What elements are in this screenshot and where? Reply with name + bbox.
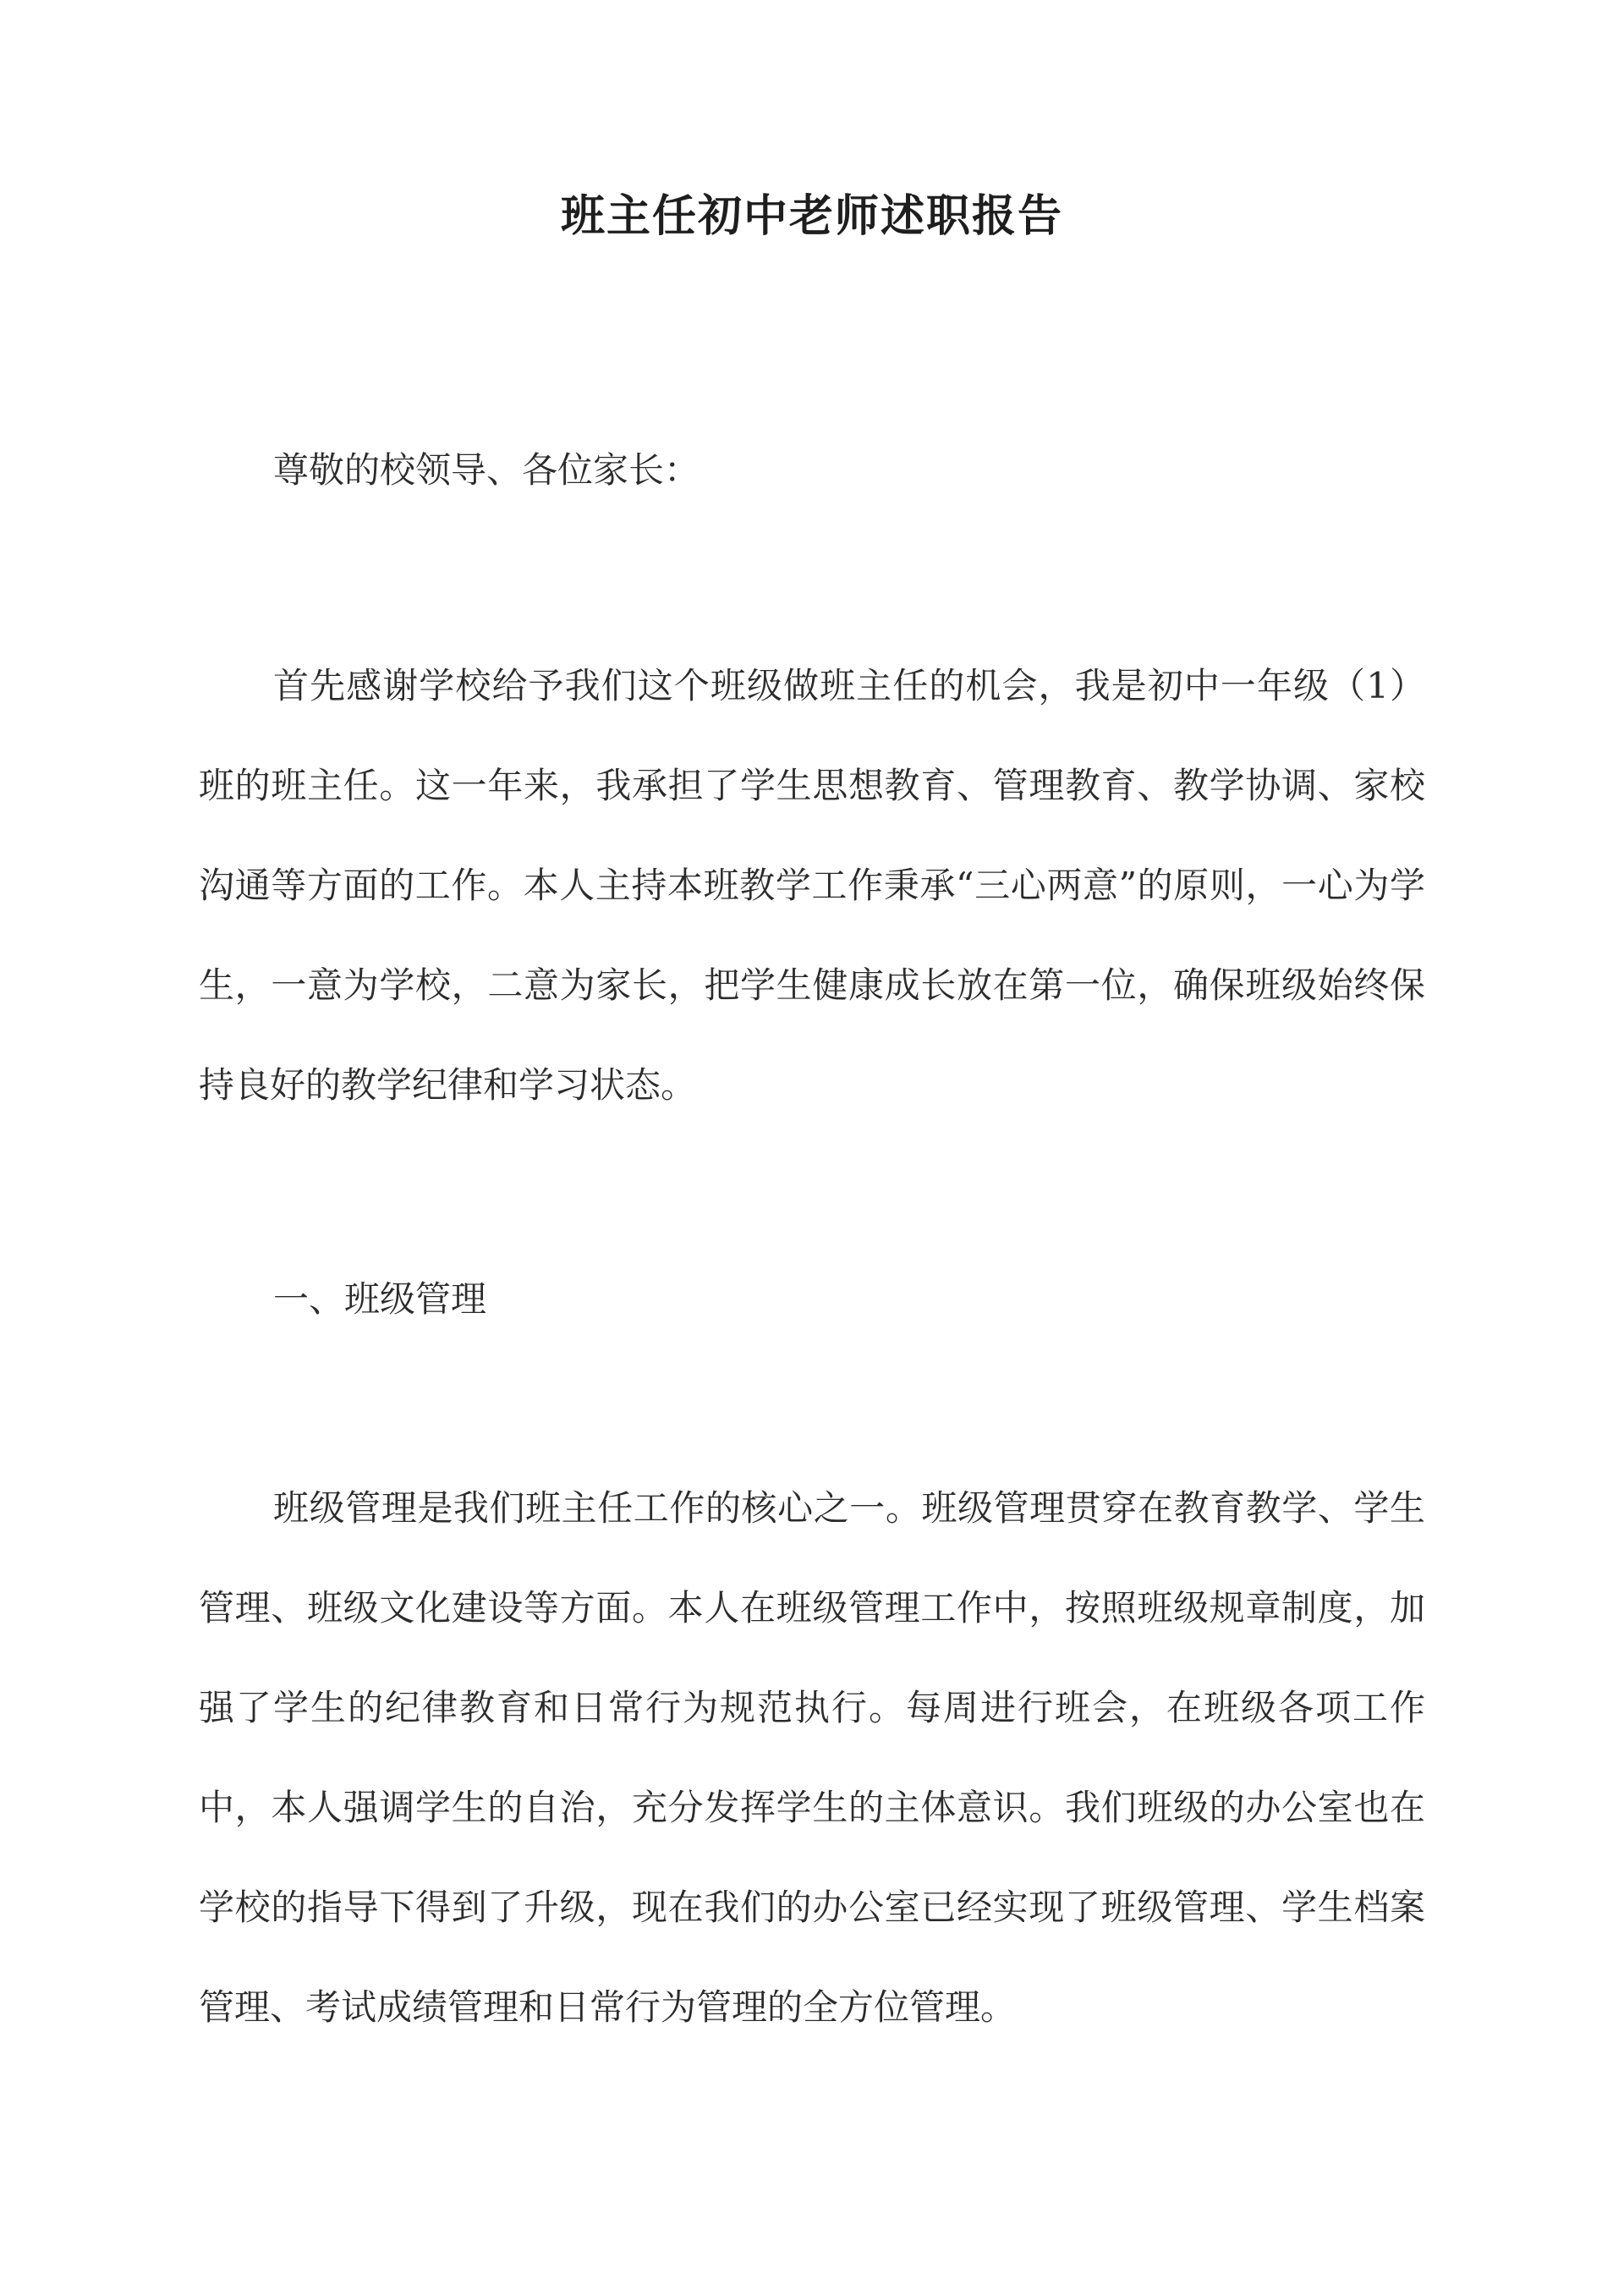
document-title: 班主任初中老师述职报告 xyxy=(560,190,1063,242)
salutation: 尊敬的校领导、各位家长： xyxy=(273,449,700,491)
intro-paragraph: 首先感谢学校给予我们这个班级做班主任的机会，我是初中一年级（1）班的班主任。这一年来，我承担了学生思想教育、管理教育、教学协调、家校沟通等方面的工作。本人主持本班教学工作秉承“三心两意”的原则，一心为学生，一意为学校，二意为家长，把学生健康成长放在第一位，确保班级始终保持良好的教学纪律和学习状态。 xyxy=(199,665,1425,1106)
section-heading-class-management: 一、班级管理 xyxy=(273,1278,487,1320)
section-body-class-management: 班级管理是我们班主任工作的核心之一。班级管理贯穿在教育教学、学生管理、班级文化建设等方面。本人在班级管理工作中，按照班级规章制度，加强了学生的纪律教育和日常行为规范执行。每周进行班会，在班级各项工作中，本人强调学生的自治，充分发挥学生的主体意识。我们班级的办公室也在学校的指导下得到了升级，现在我们的办公室已经实现了班级管理、学生档案管理、考试成绩管理和日常行为管理的全方位管理。 xyxy=(199,1487,1425,2028)
